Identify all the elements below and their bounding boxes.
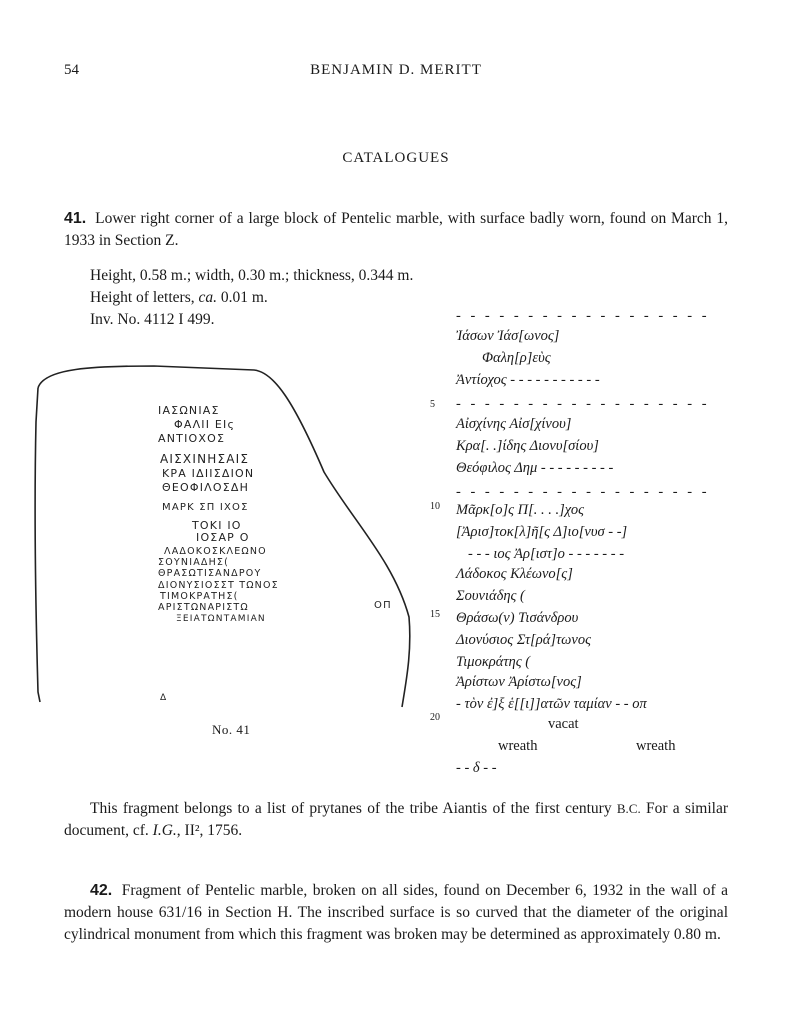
transcription-line: Θράσω(ν) Τισάνδρου bbox=[456, 610, 579, 626]
note-bc: B.C. bbox=[616, 801, 641, 816]
note-cf: For a similar document, cf. bbox=[64, 800, 729, 839]
drawing-line: ΔΙΟΝΥΣΙΟΣΣΤ ΤΩΝΟΣ bbox=[158, 580, 279, 591]
note-prefix: This fragment belongs to a list of prytanes of the tribe Aiantis of the first century bbox=[90, 800, 612, 817]
running-head: BENJAMIN D. MERITT bbox=[310, 62, 482, 78]
fragment-drawing bbox=[34, 362, 434, 742]
drawing-line: ΙΟΣΑΡ Ο bbox=[196, 531, 250, 544]
transcription-wreath-right: wreath bbox=[636, 738, 676, 754]
transcription-line: Κρα[. .]ίδης Διονυ[σίου] bbox=[456, 438, 599, 454]
transcription-line: Θεόφιλος Δημ - - - - - - - - - bbox=[456, 460, 614, 476]
transcription-line: Τιμοκράτης ( bbox=[456, 654, 531, 670]
letter-height-prefix: Height of letters, bbox=[90, 289, 195, 306]
transcription-line: Λάδοκος Κλέωνο[ς] bbox=[456, 566, 573, 582]
drawing-line: ΚΡΑ ΙΔΙΙΣΔΙΟΝ bbox=[162, 467, 255, 480]
note-ref: , II², 1756. bbox=[176, 822, 243, 839]
entry-41-letter-height bbox=[90, 287, 268, 309]
transcription-line: - - - - - - - - - - - - - - - - - - bbox=[456, 484, 710, 500]
drawing-line: ΣΟΥΝΙΑΔΗΣ( bbox=[158, 557, 230, 568]
drawing-line: ΘΕΟΦΙΛΟΣΔΗ bbox=[162, 481, 250, 494]
transcription-line: - - - ιος Ἀρ[ιστ]ο - - - - - - - bbox=[468, 546, 625, 562]
transcription-wreath-left: wreath bbox=[498, 738, 538, 754]
drawing-line: ΑΝΤΙΟΧΟΣ bbox=[158, 432, 226, 445]
drawing-line: ΦΑΛΙΙ ΕΙς bbox=[174, 418, 236, 431]
line-number: 20 bbox=[430, 712, 440, 723]
drawing-line: ΛΑΔΟΚΟΣΚΛΕΩΝΟ bbox=[164, 546, 267, 557]
transcription-line: - - δ - - bbox=[456, 760, 497, 776]
drawing-line: ΤΟΚΙ ΙΟ bbox=[192, 519, 242, 532]
entry-41-dimensions: Height, 0.58 m.; width, 0.30 m.; thickness, 0.344 m. bbox=[90, 267, 414, 284]
letter-height-value: 0.01 m. bbox=[220, 289, 268, 306]
drawing-line: ΑΡΙΣΤΩΝΑΡΙΣΤΩ bbox=[158, 602, 249, 613]
drawing-line: ΟΠ bbox=[374, 600, 392, 611]
drawing-line: ΜΑΡΚ ΣΠ ΙΧΟΣ bbox=[162, 502, 249, 513]
line-number: 5 bbox=[430, 399, 435, 410]
line-number: 10 bbox=[430, 501, 440, 512]
drawing-line: ΞΕΙΑΤΩΝΤΑΜΙΑΝ bbox=[176, 614, 266, 624]
entry-42-text: Fragment of Pentelic marble, broken on all sides, found on December 6, 1932 in the wall of a modern house 631/16 in Section H. The inscribed surface is so curved that the diameter of the original cylindrical monument from which this fragment was broken may be determined as approximately 0.80 m. bbox=[64, 882, 729, 943]
transcription-line: Φαλη[ρ]εὺς bbox=[482, 350, 551, 366]
line-number: 15 bbox=[430, 609, 440, 620]
transcription-line: Αἰσχίνης Αἰσ[χίνου] bbox=[456, 416, 572, 432]
transcription-line: - τὸν ἐ]ξ ἑ[[ι]]ατῶν ταμίαν - - οπ bbox=[456, 696, 647, 712]
entry-42-number: 42. bbox=[90, 882, 113, 899]
transcription-line: Διονύσιος Στ[ρά]τωνος bbox=[456, 632, 591, 648]
section-title: CATALOGUES bbox=[342, 150, 450, 166]
drawing-line: ΤΙΜΟΚΡΑΤΗΣ( bbox=[160, 591, 239, 602]
transcription-line: Ἀντίοχος - - - - - - - - - - - bbox=[456, 372, 600, 388]
drawing-line: Δ bbox=[160, 693, 168, 703]
drawing-line: ΑΙΣΧΙΝΗΣΑΙΣ bbox=[160, 452, 250, 466]
entry-41-number: 41. bbox=[64, 210, 87, 227]
letter-height-ca: ca. bbox=[198, 289, 217, 306]
page-header bbox=[64, 62, 728, 84]
page-number: 54 bbox=[64, 62, 79, 78]
transcription-line: [Ἀρισ]τοκ[λ]ῆ[ς Δ]ιο[νυσ - -] bbox=[456, 524, 628, 540]
entry-41-note bbox=[64, 798, 728, 842]
transcription-line: Μᾶρκ[ο]ς Π[. . . .]χος bbox=[456, 502, 584, 518]
transcription-line: Ἰάσων Ἰάσ[ωνος] bbox=[456, 328, 560, 344]
drawing-line: ΙΑΣΩΝΙΑΣ bbox=[158, 404, 220, 417]
entry-41-description bbox=[64, 208, 728, 252]
fragment-outline-left bbox=[35, 388, 40, 702]
transcription-line: - - - - - - - - - - - - - - - - - - bbox=[456, 396, 710, 412]
transcription-vacat: vacat bbox=[548, 716, 579, 732]
note-ig: I.G. bbox=[152, 822, 177, 839]
transcription-line: Ἀρίστων Ἀρίστω[νος] bbox=[456, 674, 582, 690]
entry-41-inventory: Inv. No. 4112 I 499. bbox=[90, 311, 215, 328]
drawing-caption: No. 41 bbox=[212, 722, 251, 737]
transcription-line: - - - - - - - - - - - - - - - - - - bbox=[456, 308, 710, 324]
drawing-line: ΘΡΑΣΩΤΙΣΑΝΔΡΟΥ bbox=[158, 568, 262, 579]
entry-42-description bbox=[64, 880, 728, 946]
entry-41-text: Lower right corner of a large block of Pentelic marble, with surface badly worn, found on March 1, 1933 in Section Z. bbox=[64, 210, 728, 249]
transcription-line: Σουνιάδης ( bbox=[456, 588, 525, 604]
